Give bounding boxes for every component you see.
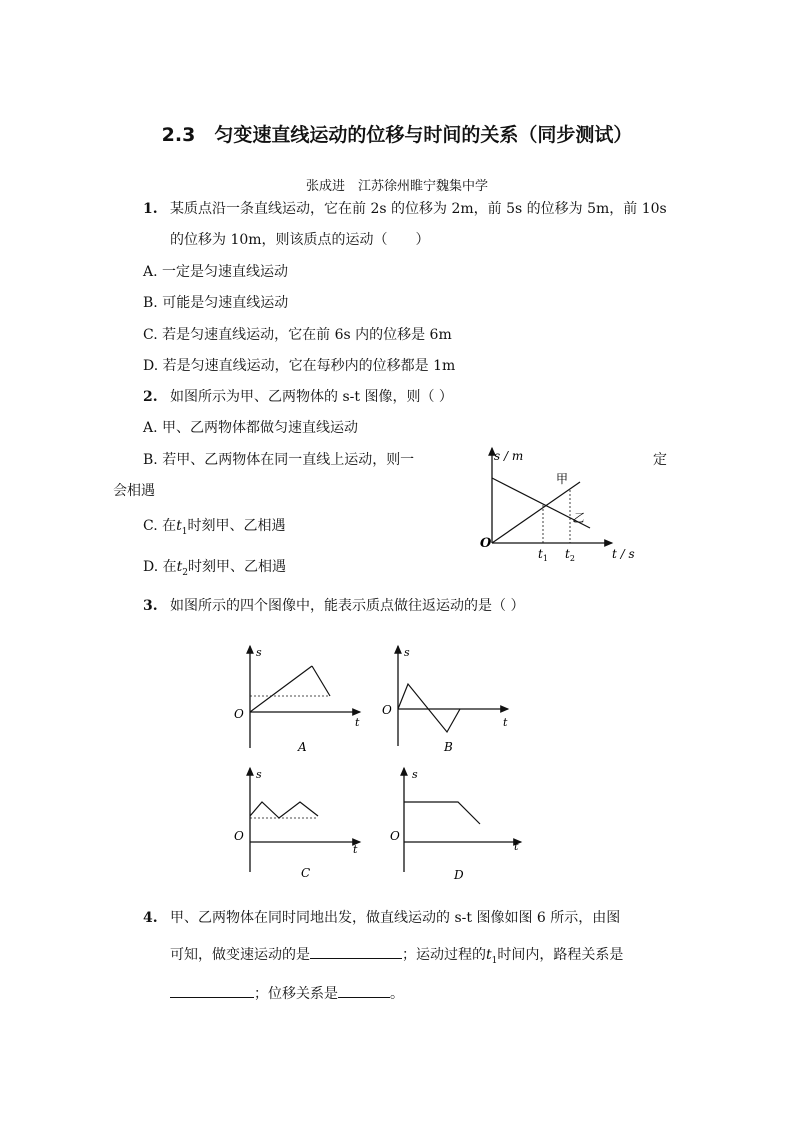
jia-label: 甲 — [556, 472, 569, 486]
graph-b-t-label: t — [503, 716, 508, 729]
graph-d-t-label: t — [514, 840, 519, 853]
q4-line1: 甲、乙两物体在同时同地出发，做直线运动的 s-t 图像如图 6 所示，由图 — [170, 910, 621, 926]
graph-b-caption: B — [444, 740, 453, 754]
q4-blank-2[interactable] — [170, 983, 254, 998]
q2-option-d: D. 在$t_2$时刻甲、乙相遇 — [143, 559, 287, 578]
q4-number: 4. — [143, 910, 158, 926]
q2-st-graph — [472, 440, 652, 570]
graph-a-s-label: s — [256, 646, 262, 659]
q2-option-b: B. 若甲、乙两物体在同一直线上运动，则一 — [143, 452, 415, 468]
q4-line3: ；位移关系是 。 — [170, 983, 404, 1004]
t2-label: $t_2$ — [565, 547, 575, 563]
origin-label: O — [480, 536, 492, 551]
q1-number: 1. — [143, 201, 158, 217]
q2-option-c: C. 在$t_1$时刻甲、乙相遇 — [143, 518, 286, 537]
graph-c-t-label: t — [353, 843, 358, 856]
t1-label: $t_1$ — [538, 547, 548, 563]
graph-b-origin: O — [382, 703, 392, 717]
q4-line2: 可知，做变速运动的是 ；运动过程的$t_1$时间内，路程关系是 — [170, 944, 623, 971]
graph-d — [376, 762, 526, 886]
y-axis-label: s / m — [494, 449, 524, 463]
graph-a-caption: A — [298, 740, 307, 754]
page-title: 2.3 匀变速直线运动的位移与时间的关系（同步测试） — [161, 124, 633, 146]
graph-c-caption: C — [301, 866, 311, 880]
graph-a-origin: O — [234, 707, 244, 721]
graph-a-fall — [312, 666, 330, 696]
x-axis-label: t / s — [612, 547, 635, 561]
graph-d-origin: O — [390, 829, 400, 843]
graph-b-s-label: s — [404, 646, 410, 659]
graph-d-caption: D — [454, 868, 464, 882]
q1-option-b: B. 可能是匀速直线运动 — [143, 295, 289, 311]
q2-option-a: A. 甲、乙两物体都做匀速直线运动 — [143, 420, 359, 436]
q1-option-a: A. 一定是匀速直线运动 — [143, 264, 289, 280]
q2-number: 2. — [143, 389, 158, 405]
q2-option-b-continuation: 会相遇 — [113, 483, 155, 499]
q2-option-b-tail: 定 — [653, 452, 667, 468]
line-jia — [492, 482, 580, 543]
graph-c-origin: O — [234, 829, 244, 843]
q1-line1: 某质点沿一条直线运动，它在前 2s 的位移为 2m，前 5s 的位移为 5m，前 10s — [170, 201, 667, 217]
graph-b — [376, 638, 516, 756]
yi-label: 乙 — [572, 511, 585, 525]
q2-text: 如图所示为甲、乙两物体的 s-t 图像，则（ ） — [170, 389, 453, 405]
q3-text: 如图所示的四个图像中，能表示质点做往返运动的是（ ） — [170, 598, 525, 614]
graph-d-line — [404, 802, 480, 824]
graph-d-s-label: s — [412, 768, 418, 781]
graph-c-s-label: s — [256, 768, 262, 781]
q1-option-d: D. 若是匀速直线运动，它在每秒内的位移都是 1m — [143, 358, 456, 374]
q4-blank-3[interactable] — [338, 983, 390, 998]
q1-line2: 的位移为 10m，则该质点的运动（ ） — [170, 232, 430, 248]
graph-a-rise — [250, 666, 312, 712]
q1-option-c: C. 若是匀速直线运动，它在前 6s 内的位移是 6m — [143, 327, 452, 343]
graph-b-line — [398, 684, 460, 732]
graph-a-t-label: t — [355, 716, 360, 729]
graph-a — [228, 638, 368, 756]
q4-blank-1[interactable] — [310, 944, 402, 959]
q3-number: 3. — [143, 598, 158, 614]
graph-c — [228, 762, 368, 884]
graph-c-line — [250, 802, 318, 818]
author-line: 张成进 江苏徐州睢宁魏集中学 — [305, 179, 488, 194]
